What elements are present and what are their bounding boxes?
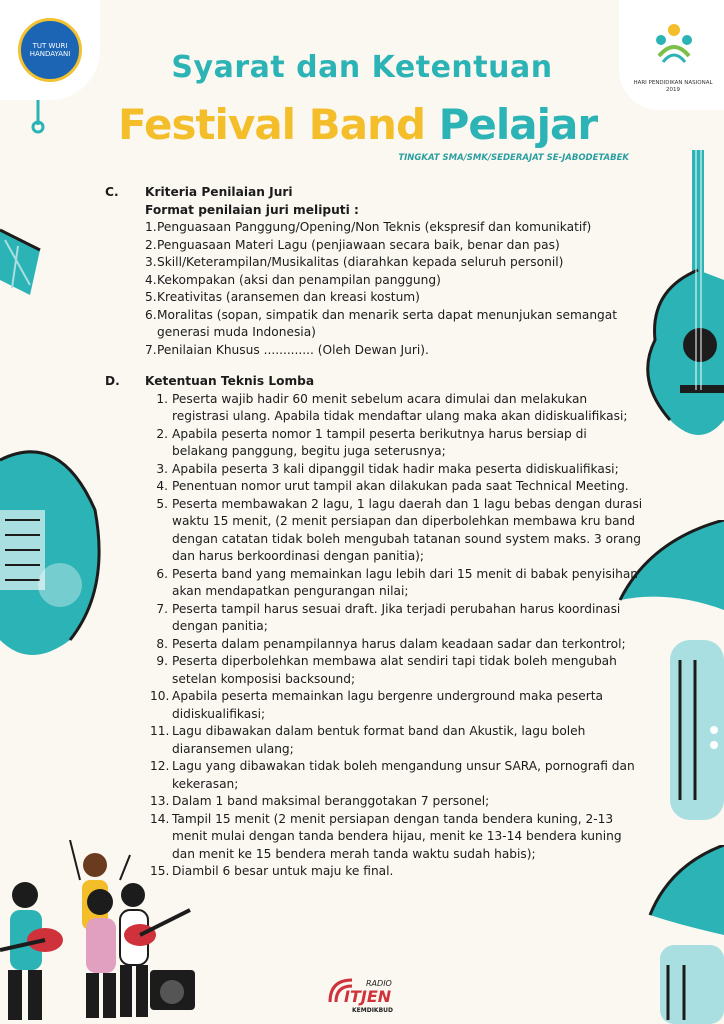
event-subtitle: TINGKAT SMA/SMK/SEDERAJAT SE-JABODETABEK xyxy=(398,153,629,163)
list-item-text: Peserta dalam penampilannya harus dalam keadaan sadar dan terkontrol; xyxy=(172,636,626,651)
list-item xyxy=(150,426,645,461)
list-item-number: 9. xyxy=(156,654,168,668)
list-item-text: Peserta tampil harus sesuai draft. Jika terjadi perubahan harus koordinasi dengan panitia; xyxy=(172,601,621,633)
footer-word1: RADIO xyxy=(366,979,392,988)
list-item-number: 4. xyxy=(156,479,168,493)
list-item-text: Kekompakan (aksi dan penampilan panggung) xyxy=(157,272,441,287)
list-item xyxy=(145,219,645,237)
section-d-letter: D. xyxy=(105,374,120,388)
hardiknas-caption-line1: HARI PENDIDIKAN NASIONAL xyxy=(633,80,713,86)
footer-word2: ITJEN xyxy=(344,987,392,1006)
list-item xyxy=(150,601,645,636)
drum-illustration xyxy=(0,210,60,300)
footer-word3: KEMDIKBUD xyxy=(352,1007,394,1014)
list-item xyxy=(145,289,645,307)
list-item-number: 1. xyxy=(156,391,168,406)
list-item xyxy=(150,636,645,654)
section-c-letter: C. xyxy=(105,185,119,199)
list-item-number: 7. xyxy=(156,601,168,616)
saxophone-illustration xyxy=(640,845,724,1024)
list-item-text: Penentuan nomor urut tampil akan dilakukan pada saat Technical Meeting. xyxy=(172,479,629,493)
list-item-number: 5. xyxy=(156,496,168,511)
list-item-text: Apabila peserta nomor 1 tampil peserta berikutnya harus bersiap di belakang panggung, begitu juga seterusnya; xyxy=(172,426,587,458)
list-item-text: Peserta membawakan 2 lagu, 1 lagu daerah dan 1 lagu bebas dengan durasi waktu 15 menit, (2 menit persiapan dan diperbolehkan membawa kru band dengan catatan tidak boleh mengubah tatanan sound system maks. 3 orang dan harus berkoordinasi dengan panitia); xyxy=(172,496,643,563)
section-d xyxy=(105,373,645,881)
logo-text: TUT WURI HANDAYANI xyxy=(29,42,71,58)
tuba-illustration xyxy=(0,390,120,660)
title-part2: Pelajar xyxy=(438,100,598,149)
list-item xyxy=(150,653,645,688)
radio-itjen-logo xyxy=(322,972,402,1017)
section-c-subtitle: Format penilaian juri meliputi : xyxy=(145,202,359,217)
list-item-text: Penguasaan Materi Lagu (penjiawaan secara baik, benar dan pas) xyxy=(157,237,560,252)
hardiknas-caption-line2: 2019 xyxy=(666,87,680,93)
list-item xyxy=(150,391,645,426)
list-item-text: Diambil 6 besar untuk maju ke final. xyxy=(172,864,394,878)
technical-rules-list xyxy=(150,391,645,881)
list-item xyxy=(145,342,645,360)
section-c-title: Kriteria Penilaian Juri xyxy=(145,185,293,199)
list-item xyxy=(150,461,645,479)
list-item-number: 6. xyxy=(145,307,157,322)
list-item-number: 10. xyxy=(150,689,170,703)
list-item xyxy=(145,307,645,342)
list-item-text: Tampil 15 menit (2 menit persiapan dengan tanda bendera kuning, 2-13 menit mulai dengan tanda bendera hijau, menit ke 13-14 bendera kuning dan menit ke 15 bendera merah tanda waktu sudah habis); xyxy=(172,811,622,861)
list-item-number: 13. xyxy=(150,794,170,808)
list-item-number: 8. xyxy=(156,636,168,651)
list-item-text: Penilaian Khusus ............. (Oleh Dewan Juri). xyxy=(157,342,429,357)
list-item-number: 2. xyxy=(156,426,168,441)
list-item-number: 7. xyxy=(145,342,157,357)
list-item-number: 3. xyxy=(145,255,157,269)
list-item-text: Dalam 1 band maksimal beranggotakan 7 personel; xyxy=(172,794,490,808)
list-item-text: Peserta band yang memainkan lagu lebih dari 15 menit di babak penyisihan akan mendapatkan pengurangan nilai; xyxy=(172,566,639,598)
list-item-text: Penguasaan Panggung/Opening/Non Teknis (ekspresif dan komunikatif) xyxy=(157,220,592,234)
list-item xyxy=(150,811,645,864)
list-item-text: Peserta diperbolehkan membawa alat sendiri tapi tidak boleh mengubah setelan komposisi backsound; xyxy=(172,654,617,686)
list-item-number: 11. xyxy=(150,724,170,738)
list-item-text: Apabila peserta memainkan lagu bergenre underground maka peserta didiskualifikasi; xyxy=(172,689,603,721)
list-item-number: 2. xyxy=(145,237,157,252)
list-item xyxy=(150,688,645,723)
list-item-text: Apabila peserta 3 kali dipanggil tidak hadir maka peserta didiskualifikasi; xyxy=(172,461,619,476)
list-item-number: 6. xyxy=(156,566,168,581)
list-item xyxy=(145,237,645,255)
list-item xyxy=(150,478,645,496)
list-item-text: Kreativitas (aransemen dan kreasi kostum) xyxy=(157,290,420,304)
list-item-number: 5. xyxy=(145,290,157,304)
list-item-number: 1. xyxy=(145,220,157,234)
list-item-number: 12. xyxy=(150,759,170,773)
list-item xyxy=(150,496,645,566)
list-item-text: Moralitas (sopan, simpatik dan menarik serta dapat menunjukan semangat generasi muda Indonesia) xyxy=(157,307,618,339)
section-c xyxy=(105,184,645,359)
list-item-text: Lagu dibawakan dalam bentuk format band dan Akustik, lagu boleh diaransemen ulang; xyxy=(172,724,586,756)
criteria-list xyxy=(145,219,645,359)
list-item-text: Peserta wajib hadir 60 menit sebelum acara dimulai dan melakukan registrasi ulang. Apabila tidak mendaftar ulang maka akan didiskualifikasi; xyxy=(172,391,628,423)
list-item-number: 15. xyxy=(150,864,170,878)
list-item xyxy=(150,793,645,811)
list-item-text: Skill/Keterampilan/Musikalitas (diarahkan kepada seluruh personil) xyxy=(157,255,564,269)
list-item xyxy=(145,254,645,272)
list-item xyxy=(145,272,645,290)
list-item xyxy=(150,566,645,601)
list-item xyxy=(150,723,645,758)
list-item xyxy=(150,863,645,881)
title-line2 xyxy=(118,100,597,149)
list-item xyxy=(150,758,645,793)
terms-content xyxy=(105,184,645,881)
section-d-title: Ketentuan Teknis Lomba xyxy=(145,374,315,388)
list-item-number: 3. xyxy=(156,461,168,476)
title-part1: Festival Band xyxy=(118,100,426,149)
title-line1: Syarat dan Ketentuan xyxy=(171,50,553,85)
list-item-number: 4. xyxy=(145,272,157,287)
list-item-text: Lagu yang dibawakan tidak boleh mengandung unsur SARA, pornografi dan kekerasan; xyxy=(172,759,635,791)
list-item-number: 14. xyxy=(150,811,170,826)
